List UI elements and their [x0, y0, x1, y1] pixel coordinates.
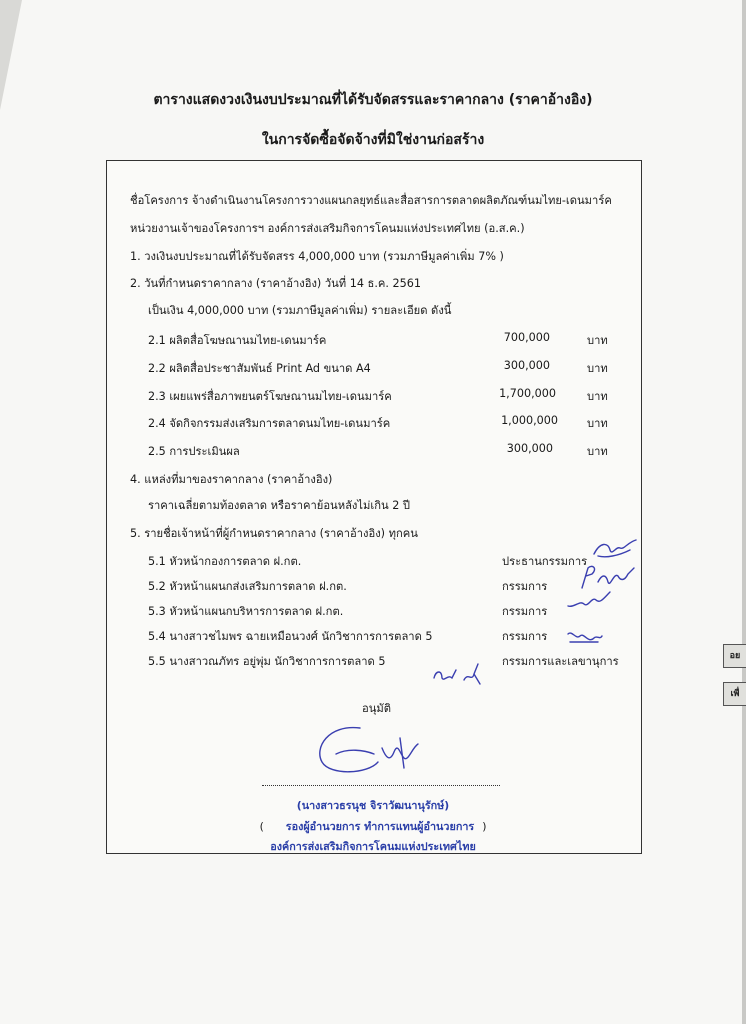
paren-open: ( [259, 820, 264, 833]
signature-approver [308, 718, 428, 782]
committee-member: 5.2 หัวหน้าแผนกส่งเสริมการตลาด ฝ.กต. [148, 580, 347, 593]
committee-role: กรรมการและเลขานุการ [502, 655, 619, 668]
approval-label: อนุมัติ [362, 702, 392, 715]
detail-item-unit: บาท [587, 417, 608, 430]
detail-item-amount: 300,000 [506, 442, 553, 455]
signature-member-3 [564, 626, 604, 648]
price-source-text: ราคาเฉลี่ยตามท้องตลาด หรือราคาย้อนหลังไม่เกิน 2 ปี [148, 499, 410, 512]
committee-member: 5.4 นางสาวชไมพร ฉายเหมือนวงศ์ นักวิชาการการตลาด 5 [148, 630, 433, 643]
detail-item-label: 2.4 จัดกิจกรรมส่งเสริมการตลาดนมไทย-เดนมาร์ค [148, 417, 391, 430]
detail-item-unit: บาท [587, 390, 608, 403]
committee-member: 5.1 หัวหน้ากองการตลาด ฝ.กต. [148, 555, 302, 568]
document-title: ตารางแสดงวงเงินงบประมาณที่ได้รับจัดสรรและราคากลาง (ราคาอ้างอิง) [153, 92, 593, 108]
signer-position [0, 818, 746, 835]
edge-tab: อย [723, 644, 746, 668]
committee-role: กรรมการ [502, 630, 548, 643]
detail-item-amount: 1,700,000 [499, 387, 556, 400]
committee-role: กรรมการ [502, 605, 548, 618]
signer-name: (นางสาวธรนุช จิราวัฒนานุรักษ์) [296, 799, 450, 812]
price-source-heading: 4. แหล่งที่มาของราคากลาง (ราคาอ้างอิง) [130, 473, 333, 486]
committee-heading: 5. รายชื่อเจ้าหน้าที่ผู้กำหนดราคากลาง (ราคาอ้างอิง) ทุกคน [130, 527, 418, 540]
edge-tab: เพื่ [723, 682, 746, 706]
reference-total-line: เป็นเงิน 4,000,000 บาท (รวมภาษีมูลค่าเพิ่ม) รายละเอียด ดังนี้ [148, 304, 452, 317]
detail-item-unit: บาท [587, 334, 608, 347]
committee-member: 5.5 นางสาวณภัทร อยู่พุ่ม นักวิชาการการตลาด 5 [148, 655, 386, 668]
page-edge [742, 0, 746, 1024]
detail-item-amount: 300,000 [503, 359, 550, 372]
detail-item-unit: บาท [587, 362, 608, 375]
signature-line [262, 784, 500, 786]
document-subtitle: ในการจัดซื้อจัดจ้างที่มิใช่งานก่อสร้าง [261, 132, 485, 148]
project-name: ชื่อโครงการ จ้างดำเนินงานโครงการวางแผนกลยุทธ์และสื่อสารการตลาดผลิตภัณฑ์นมไทย-เดนมาร์ค [130, 194, 612, 207]
agency-line: หน่วยงานเจ้าของโครงการฯ องค์การส่งเสริมกิจการโคนมแห่งประเทศไทย (อ.ส.ค.) [130, 222, 525, 235]
handwritten-initials [430, 660, 484, 688]
detail-item-amount: 700,000 [503, 331, 550, 344]
committee-member: 5.3 หัวหน้าแผนกบริหารการตลาด ฝ.กต. [148, 605, 344, 618]
detail-item-amount: 1,000,000 [501, 414, 558, 427]
paren-close: ) [482, 820, 487, 833]
signer-position-text: รองผู้อำนวยการ ทำการแทนผู้อำนวยการ [285, 820, 475, 833]
detail-item-label: 2.3 เผยแพร่สื่อภาพยนตร์โฆษณานมไทย-เดนมาร์ค [148, 390, 392, 403]
reference-date-line: 2. วันที่กำหนดราคากลาง (ราคาอ้างอิง) วันที่ 14 ธ.ค. 2561 [130, 277, 421, 290]
committee-role: กรรมการ [502, 580, 548, 593]
budget-line: 1. วงเงินงบประมาณที่ได้รับจัดสรร 4,000,000 บาท (รวมภาษีมูลค่าเพิ่ม 7% ) [130, 250, 504, 263]
detail-item-label: 2.5 การประเมินผล [148, 445, 240, 458]
detail-item-label: 2.2 ผลิตสื่อประชาสัมพันธ์ Print Ad ขนาด A4 [148, 362, 371, 375]
committee-role: ประธานกรรมการ [502, 555, 588, 568]
signer-organization: องค์การส่งเสริมกิจการโคนมแห่งประเทศไทย [270, 840, 476, 853]
signature-chair [590, 536, 640, 562]
detail-item-label: 2.1 ผลิตสื่อโฆษณานมไทย-เดนมาร์ค [148, 334, 327, 347]
detail-item-unit: บาท [587, 445, 608, 458]
signature-member-2 [564, 588, 614, 612]
